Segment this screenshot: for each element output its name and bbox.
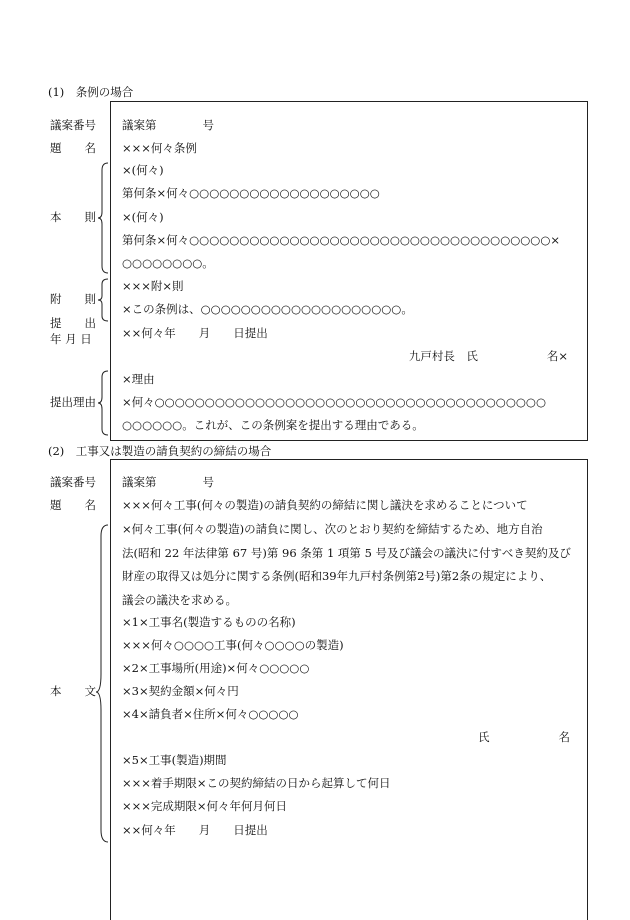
main-provision-line: ○○○○○○○○。: [122, 256, 214, 270]
label-title: 題 名: [50, 498, 96, 512]
brace-reason: [98, 370, 110, 436]
label-title: 題 名: [50, 141, 96, 155]
brace-main-provisions: [98, 162, 110, 274]
body-line: ×××着手期限×この契約締結の日から起算して何日: [122, 776, 391, 790]
label-submit-date-line1: 提 出: [50, 316, 96, 330]
body-line: 財産の取得又は処分に関する条例(昭和39年九戸村条例第2号)第2条の規定により、: [122, 569, 552, 583]
body-line: ×5×工事(製造)期間: [122, 753, 227, 767]
submit-date: ××何々年 月 日提出: [122, 823, 268, 837]
body-line: ×3×契約金額×何々円: [122, 684, 239, 698]
ordinance-title: ×××何々条例: [122, 141, 197, 155]
main-provision-line: 第何条×何々○○○○○○○○○○○○○○○○○○○○○○○○○○○○○○○○○○○○×: [122, 233, 561, 247]
body-line: ×2×工事場所(用途)×何々○○○○○: [122, 661, 310, 675]
label-body-text: 本 文: [50, 684, 96, 698]
body-line: ×4×請負者×住所×何々○○○○○: [122, 707, 299, 721]
label-reason: 提出理由: [50, 395, 96, 409]
brace-body-text: [96, 524, 110, 844]
supplementary-line: ×この条例は、○○○○○○○○○○○○○○○○○○○○。: [122, 302, 413, 316]
body-line: ×1×工事名(製造するものの名称): [122, 615, 296, 629]
body-line: ×××完成期限×何々年何月何日: [122, 799, 288, 813]
main-provision-line: ×(何々): [122, 163, 164, 177]
body-line: 議会の議決を求める。: [122, 593, 237, 607]
label-bill-number: 議案番号: [50, 475, 96, 489]
label-bill-number: 議案番号: [50, 118, 96, 132]
brace-supplementary-provisions: [98, 278, 110, 322]
body-line: ×××何々○○○○工事(何々○○○○の製造): [122, 638, 344, 652]
label-submit-date-line2: 年 月 日: [50, 332, 92, 346]
bill-number-value: 議案第 号: [122, 118, 214, 132]
submit-date: ××何々年 月 日提出: [122, 326, 268, 340]
label-main-provisions: 本 則: [50, 210, 96, 224]
section1-heading: (1) 条例の場合: [48, 85, 134, 99]
reason-line: ×何々○○○○○○○○○○○○○○○○○○○○○○○○○○○○○○○○○○○○○○○: [122, 395, 546, 409]
main-provision-line: ×(何々): [122, 210, 164, 224]
main-provision-line: 第何条×何々○○○○○○○○○○○○○○○○○○○: [122, 186, 380, 200]
contract-title: ×××何々工事(何々の製造)の請負契約の締結に関し議決を求めることについて: [122, 498, 528, 512]
body-line: ×何々工事(何々の製造)の請負に関し、次のとおり契約を締結するため、地方自治: [122, 522, 543, 536]
submitter-name: 九戸村長 氏 名×: [408, 349, 568, 363]
reason-line: ○○○○○○。これが、この条例案を提出する理由である。: [122, 418, 424, 432]
supplementary-line: ×××附×則: [122, 279, 184, 293]
body-line: 法(昭和 22 年法律第 67 号)第 96 条第 1 項第 5 号及び議会の議決に付すべき契約及び: [122, 546, 571, 560]
reason-line: ×理由: [122, 372, 155, 386]
label-supplementary-provisions: 附 則: [50, 292, 96, 306]
bill-number-value: 議案第 号: [122, 475, 214, 489]
contractor-name: 氏 名: [478, 730, 570, 744]
section2-heading: (2) 工事又は製造の請負契約の締結の場合: [48, 444, 272, 458]
